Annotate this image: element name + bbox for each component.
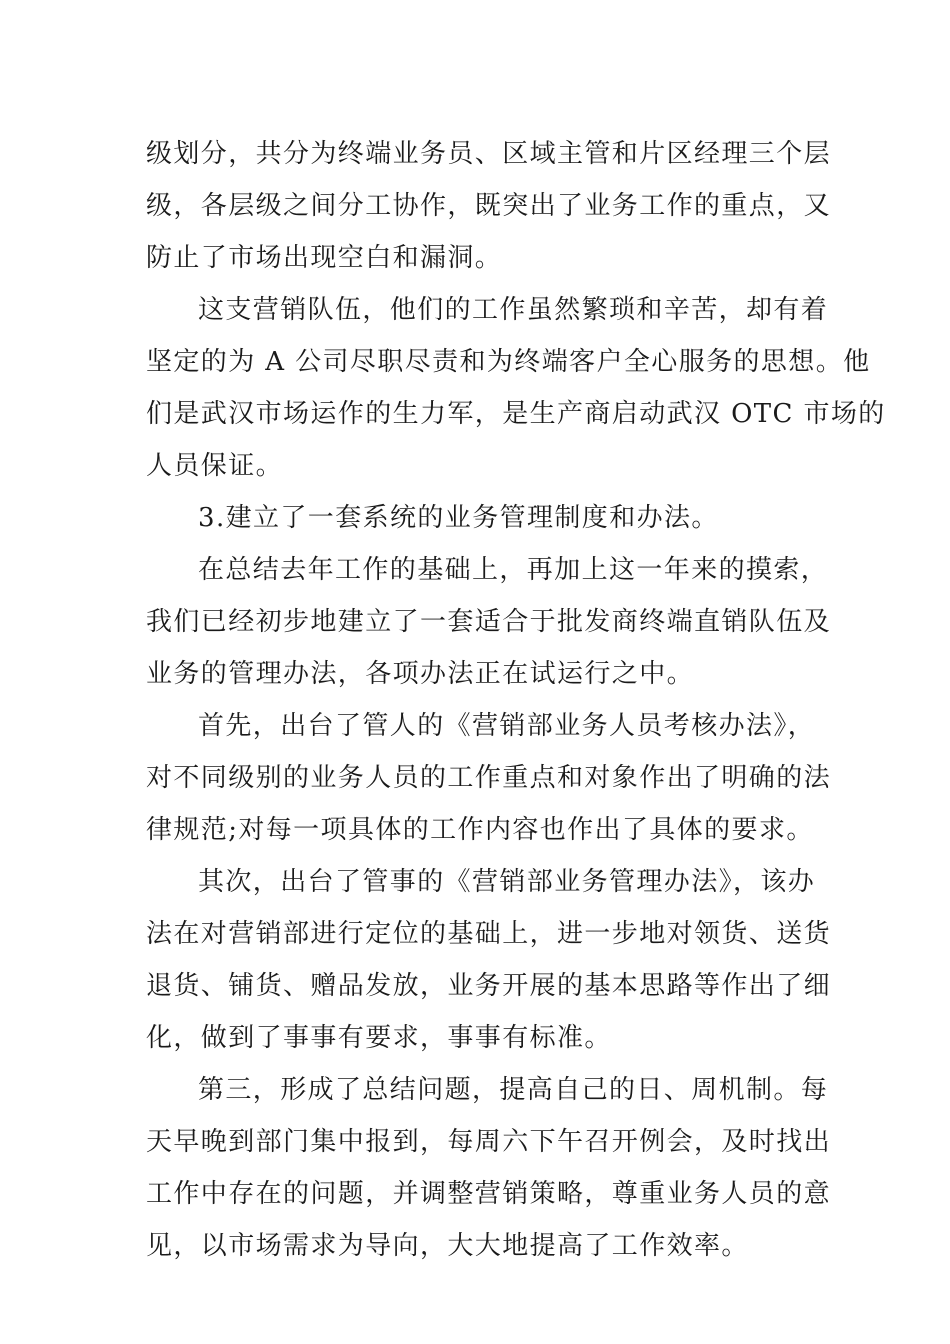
text-line: 人员保证。: [146, 451, 284, 481]
text-line: 化，做到了事事有要求，事事有标准。: [146, 1023, 612, 1053]
paragraph-first-line: 在总结去年工作的基础上，再加上这一年来的摸索，: [198, 555, 829, 585]
text-line: 律规范;对每一项具体的工作内容也作出了具体的要求。: [146, 815, 814, 845]
text-line: 们是武汉市场运作的生力军，是生产商启动武汉 OTC 市场的: [146, 399, 886, 429]
text-line: 工作中存在的问题，并调整营销策略，尊重业务人员的意: [146, 1179, 832, 1209]
text-line: 见，以市场需求为导向，大大地提高了工作效率。: [146, 1231, 749, 1261]
section-heading: 3.建立了一套系统的业务管理制度和办法。: [198, 503, 719, 533]
paragraph-first-line: 第三，形成了总结问题，提高自己的日、周机制。每: [198, 1075, 829, 1105]
text-line: 退货、铺货、赠品发放，业务开展的基本思路等作出了细: [146, 971, 832, 1001]
document-body: [146, 128, 886, 1272]
text-line: 天早晚到部门集中报到，每周六下午召开例会，及时找出: [146, 1127, 832, 1157]
text-line: 业务的管理办法，各项办法正在试运行之中。: [146, 659, 695, 689]
text-line: 法在对营销部进行定位的基础上，进一步地对领货、送货: [146, 919, 832, 949]
paragraph-first-line: 其次，出台了管事的《营销部业务管理办法》，该办: [198, 867, 816, 897]
paragraph-first-line: 首先，出台了管人的《营销部业务人员考核办法》，: [198, 711, 816, 741]
paragraph-first-line: 这支营销队伍，他们的工作虽然繁琐和辛苦，却有着: [198, 295, 829, 325]
text-line: 对不同级别的业务人员的工作重点和对象作出了明确的法: [146, 763, 832, 793]
text-line: 坚定的为 A 公司尽职尽责和为终端客户全心服务的思想。他: [146, 347, 871, 377]
text-line: 级，各层级之间分工协作，既突出了业务工作的重点，又: [146, 191, 832, 221]
text-line: 级划分，共分为终端业务员、区域主管和片区经理三个层: [146, 139, 832, 169]
text-line: 我们已经初步地建立了一套适合于批发商终端直销队伍及: [146, 607, 832, 637]
text-line: 防止了市场出现空白和漏洞。: [146, 243, 503, 273]
